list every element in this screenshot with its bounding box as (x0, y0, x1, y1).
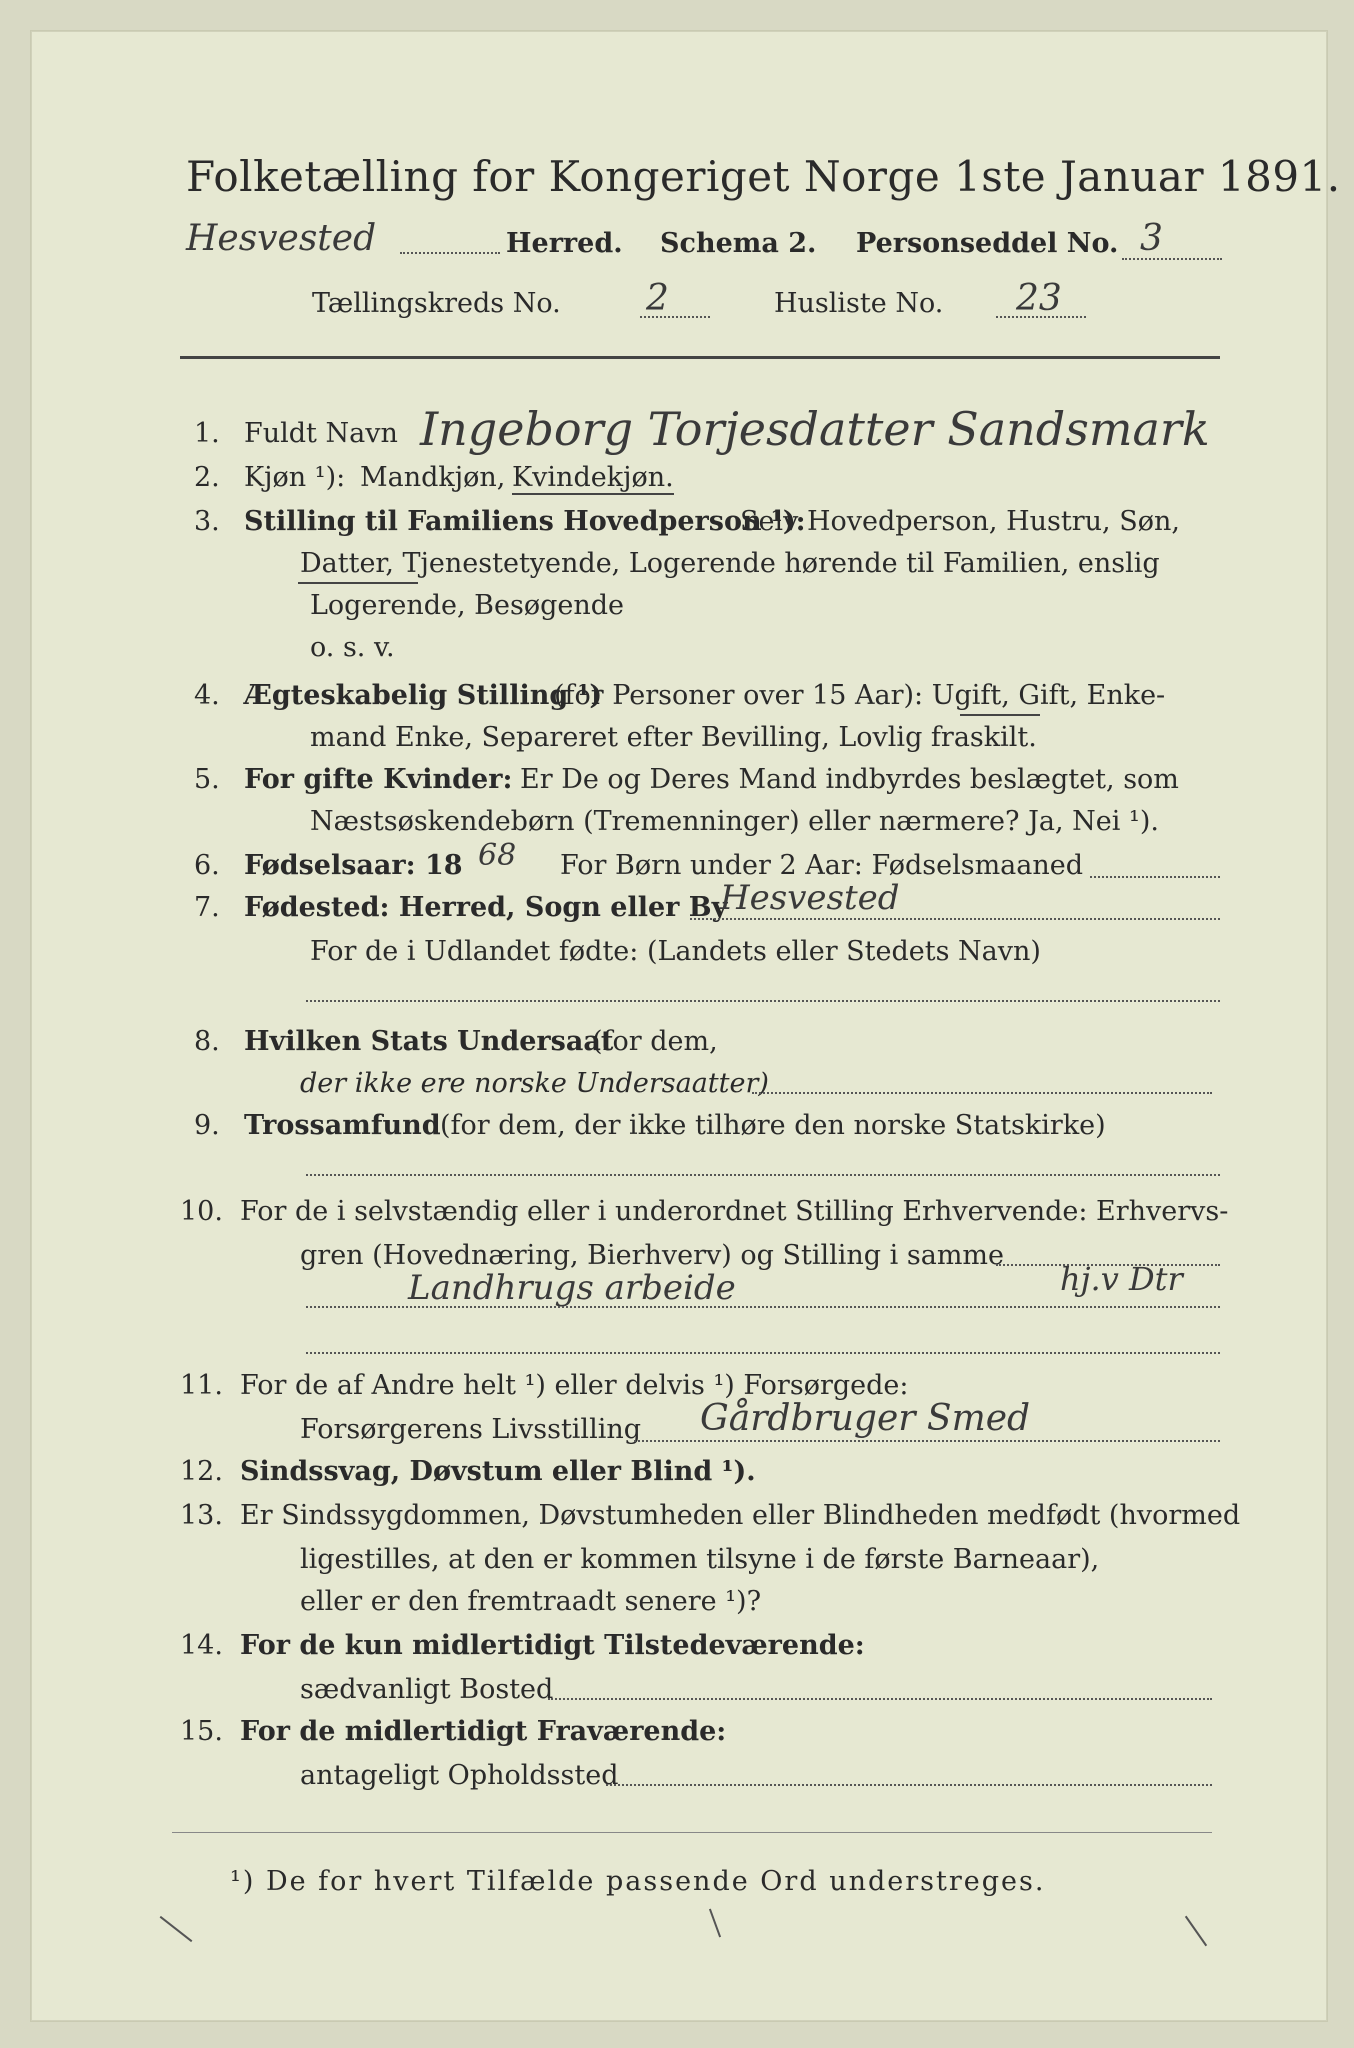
personseddel-label: Personseddel No. (856, 228, 1119, 259)
footer-divider (172, 1832, 1212, 1833)
citizenship-hint-2: der ikke ere norske Undersaatter) (300, 1068, 769, 1099)
married-women-question-2: Næstsøskendebørn (Tremenninger) eller nærmere? Ja, Nei ¹). (310, 806, 1159, 837)
kreds-label: Tællingskreds No. (312, 288, 561, 319)
personseddel-dotted-line (1122, 258, 1222, 260)
birth-month-dotted-line (1090, 876, 1220, 878)
item-number: 1. (194, 418, 220, 449)
probable-residence-label: antageligt Opholdssted (300, 1760, 619, 1791)
congenital-question-2: ligestilles, at den er kommen tilsyne i de første Barneaar), (300, 1544, 1100, 1575)
item-number: 10. (180, 1196, 223, 1227)
herred-label: Herred. (506, 228, 623, 259)
provider-occupation-dotted-line (634, 1440, 1220, 1442)
ugift-underline (960, 714, 1040, 716)
religion-label: Trossamfund (244, 1110, 441, 1141)
married-women-label: For gifte Kvinder: (244, 764, 513, 795)
item-number: 11. (180, 1370, 223, 1401)
sex-option-male: Mandkjøn, (360, 462, 506, 493)
foreign-birth-label: For de i Udlandet fødte: (Landets eller Stedets Navn) (310, 936, 1041, 967)
occupation-label-2: gren (Hovednæring, Bierhverv) og Stilling i samme (300, 1240, 1005, 1271)
item-number: 7. (194, 892, 220, 923)
kreds-value: 2 (646, 278, 669, 319)
schema-label: Schema 2. (660, 228, 817, 259)
husliste-label: Husliste No. (774, 288, 944, 319)
congenital-question-3: eller er den fremtraadt senere ¹)? (300, 1586, 762, 1617)
family-position-options-4: o. s. v. (310, 632, 395, 663)
occupation-dotted-line-2 (306, 1306, 1220, 1308)
kreds-dotted-line (640, 316, 710, 318)
birth-year-value: 68 (478, 838, 517, 873)
header-divider (180, 356, 1220, 359)
item-number: 2. (194, 462, 220, 493)
marital-status-label: Ægteskabelig Stilling ¹) (244, 680, 603, 711)
footnote: ¹) De for hvert Tilfælde passende Ord understreges. (230, 1866, 1046, 1897)
family-position-options-2: Datter, Tjenestetyende, Logerende hørende til Familien, enslig (300, 548, 1160, 579)
temporary-absent-label: For de midlertidigt Fraværende: (240, 1716, 727, 1747)
occupation-relation-value: hj.v Dtr (1060, 1260, 1183, 1298)
occupation-dotted-line-3 (306, 1352, 1220, 1354)
full-name-value: Ingeborg Torjesdatter Sandsmark (420, 402, 1210, 456)
disability-label: Sindssvag, Døvstum eller Blind ¹). (240, 1456, 756, 1487)
birthplace-label: Fødested: Herred, Sogn eller By (244, 892, 728, 923)
item-number: 6. (194, 850, 220, 881)
item-number: 15. (180, 1716, 223, 1747)
husliste-dotted-line (996, 316, 1086, 318)
item-number: 3. (194, 506, 220, 537)
sex-label: Kjøn ¹): (244, 462, 346, 493)
foreign-birth-dotted-line (306, 1000, 1220, 1002)
birthplace-value: Hesvested (720, 878, 900, 918)
usual-residence-dotted-line (548, 1698, 1212, 1700)
family-position-options-3: Logerende, Besøgende (310, 590, 624, 621)
form-title: Folketælling for Kongeriget Norge 1ste Januar 1891. (186, 152, 1341, 201)
probable-residence-dotted-line (606, 1784, 1212, 1786)
temporary-present-label: For de kun midlertidigt Tilstedeværende: (240, 1630, 865, 1661)
citizenship-dotted-line (752, 1092, 1212, 1094)
item-number: 5. (194, 764, 220, 795)
religion-hint: (for dem, der ikke tilhøre den norske Statskirke) (440, 1110, 1106, 1141)
item-number: 13. (180, 1500, 223, 1531)
birth-month-label: For Børn under 2 Aar: Fødselsmaaned (560, 850, 1084, 881)
item-number: 12. (180, 1456, 223, 1487)
birth-year-label: Fødselsaar: 18 (244, 850, 463, 881)
citizenship-hint-1: (for dem, (592, 1026, 718, 1057)
full-name-label: Fuldt Navn (244, 418, 398, 449)
sex-option-female: Kvindekjøn. (512, 462, 674, 493)
marital-status-options-2: mand Enke, Separeret efter Bevilling, Lovlig fraskilt. (310, 722, 1037, 753)
item-number: 9. (194, 1110, 220, 1141)
item-number: 8. (194, 1026, 220, 1057)
item-number: 14. (180, 1630, 223, 1661)
husliste-value: 23 (1016, 278, 1062, 319)
herred-dotted-line (400, 252, 500, 254)
herred-value: Hesvested (186, 218, 377, 259)
marital-status-options-1: (for Personer over 15 Aar): Ugift, Gift, Enke- (554, 680, 1166, 711)
provider-occupation-label: Forsørgerens Livsstilling (300, 1414, 642, 1445)
family-position-label: Stilling til Familiens Hovedperson ¹): (244, 506, 806, 537)
item-number: 4. (194, 680, 220, 711)
citizenship-label: Hvilken Stats Undersaat (244, 1026, 614, 1057)
religion-dotted-line (306, 1174, 1220, 1176)
datter-underline (298, 582, 418, 584)
personseddel-value: 3 (1140, 218, 1163, 259)
married-women-question-1: Er De og Deres Mand indbyrdes beslægtet, som (520, 764, 1179, 795)
occupation-value: Landhrugs arbeide (408, 1268, 736, 1308)
provided-for-label: For de af Andre helt ¹) eller delvis ¹) Forsørgede: (240, 1370, 909, 1401)
provider-occupation-value: Gårdbruger Smed (700, 1398, 1031, 1439)
occupation-label-1: For de i selvstændig eller i underordnet Stilling Erhvervende: Erhvervs- (240, 1196, 1229, 1227)
usual-residence-label: sædvanligt Bosted (300, 1674, 554, 1705)
birthplace-dotted-line (690, 918, 1220, 920)
congenital-question-1: Er Sindssygdommen, Døvstumheden eller Blindheden medfødt (hvormed (240, 1500, 1241, 1531)
family-position-options-1: Selv Hovedperson, Hustru, Søn, (740, 506, 1180, 537)
